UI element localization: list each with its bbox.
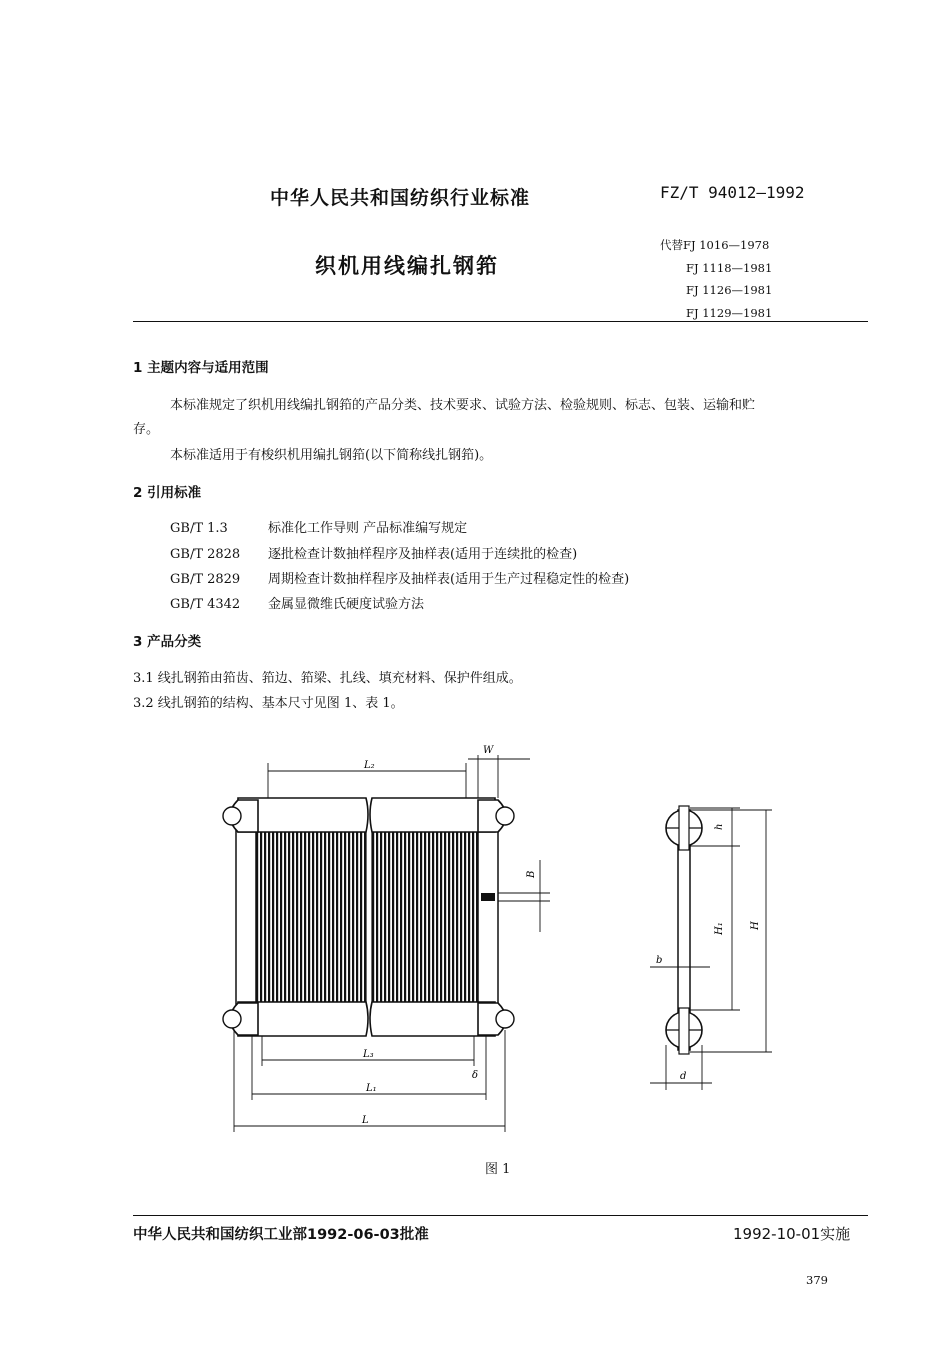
reference-code: GB/T 1.3 bbox=[170, 521, 228, 536]
section-1-heading: 1 主题内容与适用范围 bbox=[133, 360, 269, 376]
reed-dents-left bbox=[255, 832, 366, 1002]
dimension-label-b: B bbox=[526, 870, 537, 878]
section-3-heading: 3 产品分类 bbox=[133, 634, 202, 650]
footer-divider bbox=[133, 1215, 868, 1216]
reed-dents-right bbox=[372, 832, 478, 1002]
section-1-paragraph-1-line-1: 本标准规定了织机用线编扎钢筘的产品分类、技术要求、试验方法、检验规则、标志、包装、运输和贮 bbox=[170, 398, 756, 413]
dimension-label-l2: L₂ bbox=[364, 760, 375, 771]
end-cap-knob bbox=[223, 1010, 241, 1028]
replaces-line: FJ 1129—1981 bbox=[686, 305, 773, 320]
reference-title: 标准化工作导则 产品标准编写规定 bbox=[268, 521, 468, 536]
end-cap-knob bbox=[496, 807, 514, 825]
dimension-label-b-small: b bbox=[656, 955, 663, 966]
reference-code: GB/T 4342 bbox=[170, 597, 241, 612]
dimension-label-h-large: H bbox=[750, 921, 761, 930]
replaces-line: 代替FJ 1016—1978 bbox=[660, 238, 770, 252]
dimension-label-l1: L₁ bbox=[366, 1083, 377, 1094]
reed-side-bar-right bbox=[478, 820, 498, 1015]
dimension-label-d: d bbox=[680, 1071, 687, 1082]
section-3-item-2: 3.2 线扎钢筘的结构、基本尺寸见图 1、表 1。 bbox=[133, 696, 404, 711]
dimension-label-h-small: h bbox=[714, 823, 725, 830]
section-1-paragraph-1-line-2: 存。 bbox=[133, 422, 160, 437]
reference-title: 金属显微维氏硬度试验方法 bbox=[268, 597, 425, 612]
section-1-paragraph-2: 本标准适用于有梭织机用编扎钢筘(以下简称线扎钢筘)。 bbox=[170, 448, 493, 463]
reference-code: GB/T 2828 bbox=[170, 547, 241, 562]
section-2-heading: 2 引用标准 bbox=[133, 485, 202, 501]
reed-top-beam-right bbox=[370, 798, 495, 832]
reed-bottom-beam-right bbox=[370, 1002, 495, 1036]
reed-side-bar-left bbox=[236, 820, 256, 1015]
replaces-line: FJ 1126—1981 bbox=[686, 283, 773, 298]
reed-side-view bbox=[666, 806, 702, 1054]
end-cap-knob bbox=[496, 1010, 514, 1028]
section-3-item-1: 3.1 线扎钢筘由筘齿、筘边、筘梁、扎线、填充材料、保护件组成。 bbox=[133, 671, 522, 686]
dimension-label-l3: L₃ bbox=[363, 1049, 374, 1060]
reference-title: 周期检查计数抽样程序及抽样表(适用于生产过程稳定性的检查) bbox=[268, 572, 630, 587]
side-view-dimensions bbox=[650, 808, 772, 1090]
end-cap-knob bbox=[223, 807, 241, 825]
page-number: 379 bbox=[806, 1273, 828, 1287]
replaces-line: FJ 1118—1981 bbox=[686, 260, 773, 275]
reference-title: 逐批检查计数抽样程序及抽样表(适用于连续批的检查) bbox=[268, 547, 578, 562]
dent-detail bbox=[481, 893, 495, 901]
standard-code: FZ/T 94012—1992 bbox=[660, 183, 805, 202]
dimension-label-h1: H₁ bbox=[714, 922, 725, 935]
dimension-label-delta: δ bbox=[472, 1070, 479, 1081]
reed-front-view bbox=[223, 798, 514, 1036]
dimension-label-w: W bbox=[483, 745, 494, 756]
figure-caption: 图 1 bbox=[485, 1162, 511, 1177]
document-title: 织机用线编扎钢筘 bbox=[315, 254, 499, 278]
effective-date: 1992-10-01实施 bbox=[733, 1225, 851, 1243]
approval-line: 中华人民共和国纺织工业部1992-06-03批准 bbox=[133, 1227, 429, 1243]
dimension-label-l: L bbox=[362, 1115, 369, 1126]
standard-title: 中华人民共和国纺织行业标准 bbox=[270, 187, 531, 209]
reference-code: GB/T 2829 bbox=[170, 572, 241, 587]
